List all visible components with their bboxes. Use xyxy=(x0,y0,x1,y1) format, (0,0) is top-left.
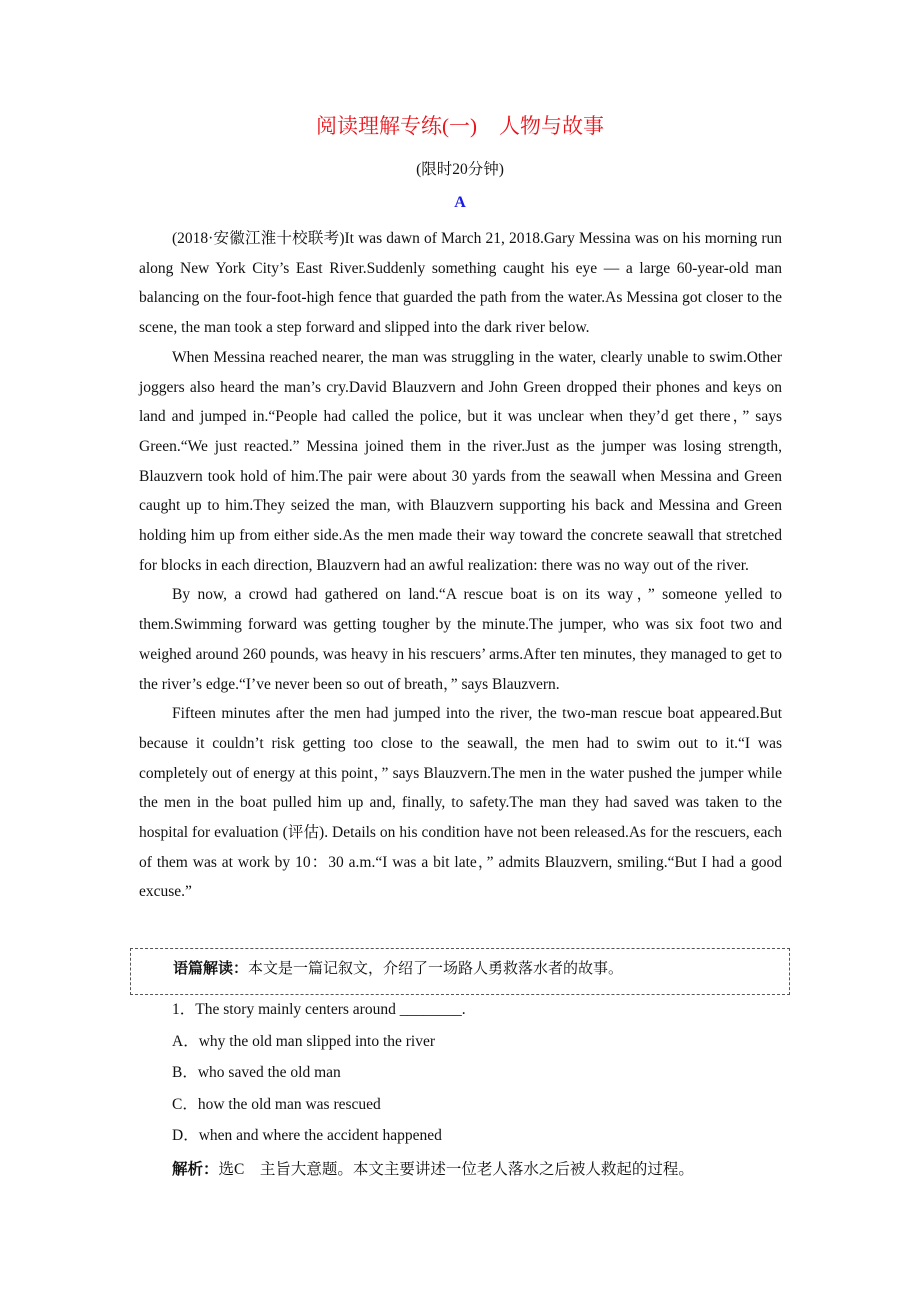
analysis xyxy=(172,1157,694,1179)
section-label: A xyxy=(454,194,466,211)
paragraph: (2018·安徽江淮十校联考)It was dawn of March 21, 2018.Gary Messina was on his morning run along New York City’s East River.Suddenly something caught his eye — a large 60-year-old man balancing on the four-foot-high fence that guarded the path from the water.As Messina got closer to the scene, the man took a step forward and slipped into the dark river below. xyxy=(139,230,782,337)
analysis-label: 解析： xyxy=(172,1161,219,1178)
summary-box xyxy=(130,948,790,995)
option-d: D．when and where the accident happened xyxy=(172,1127,442,1144)
analysis-text: 选C 主旨大意题。本文主要讲述一位老人落水之后被人救起的过程。 xyxy=(218,1161,694,1178)
title-main: 阅读理解专练(一) xyxy=(316,114,477,138)
time-limit: (限时20分钟) xyxy=(416,161,504,178)
summary-text: 本文是一篇记叙文，介绍了一场路人勇救落水者的故事。 xyxy=(248,961,624,977)
reading-passage xyxy=(139,224,782,907)
option-b: B．who saved the old man xyxy=(172,1064,341,1081)
page-title xyxy=(0,110,920,140)
option-a: A．why the old man slipped into the river xyxy=(172,1033,436,1050)
paragraph: Fifteen minutes after the men had jumped into the river, the two-man rescue boat appeared.But because it couldn’t risk getting too close to the seawall, the men had to swim out to it.“I was completely out of energy at this point，” says Blauzvern.The men in the water pushed the jumper while the men in the boat pulled him up and, finally, to safety.The man they had saved was taken to the hospital for evaluation (评估). Details on his condition have not been released.As for the rescuers, each of them was at work by 10：30 a.m.“I was a bit late，” admits Blauzvern, smiling.“But I had a good excuse.” xyxy=(139,705,782,901)
option-c: C．how the old man was rescued xyxy=(172,1096,381,1113)
summary-label: 语篇解读： xyxy=(173,961,249,977)
paragraph: When Messina reached nearer, the man was struggling in the water, clearly unable to swim.Other joggers also heard the man’s cry.David Blauzvern and John Green dropped their phones and keys on land and jumped in.“People had called the police, but it was unclear when they’d get there，” says Green.“We just reacted.” Messina joined them in the river.Just as the jumper was losing strength, Blauzvern took hold of him.The pair were about 30 yards from the seawall when Messina and Green caught up to him.They seized the man, with Blauzvern supporting his back and Messina and Green holding him up from either side.As the men made their way toward the concrete seawall that stretched for blocks in each direction, Blauzvern had an awful realization: there was no way out of the river. xyxy=(139,348,782,574)
question-stem: 1．The story mainly centers around ________. xyxy=(172,1001,466,1018)
title-topic: 人物与故事 xyxy=(499,114,604,138)
paragraph: By now, a crowd had gathered on land.“A rescue boat is on its way，” someone yelled to them.Swimming forward was getting tougher by the minute.The jumper, who was six foot two and weighed around 260 pounds, was heavy in his rescuers’ arms.After ten minutes, they managed to get to the river’s edge.“I’ve never been so out of breath，” says Blauzvern. xyxy=(139,586,782,693)
